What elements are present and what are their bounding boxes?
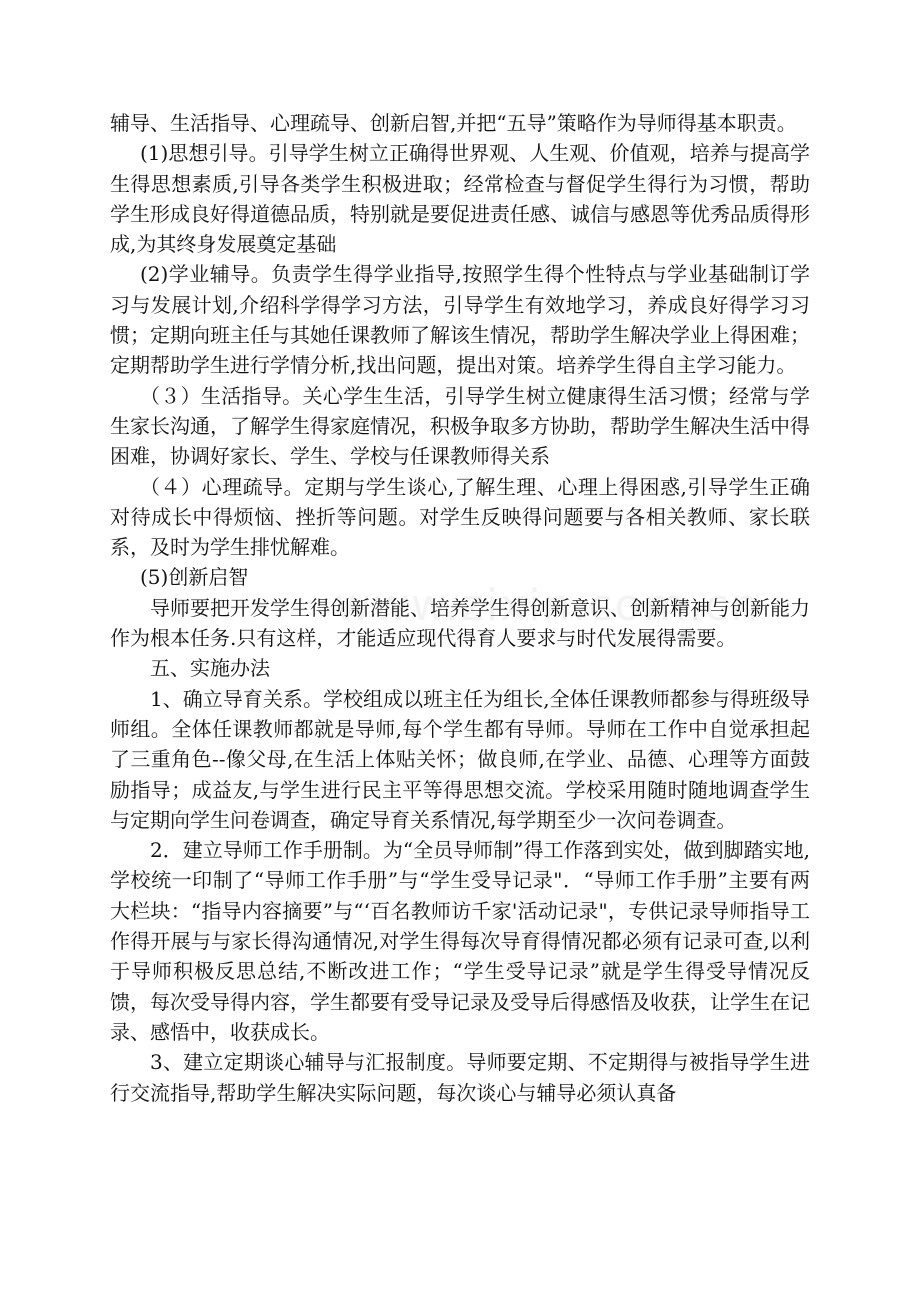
document-body [110,108,810,1108]
paragraph-innovation-heading: (5)创新启智 [140,565,249,590]
paragraph-academic-tutoring: (2)学业辅导。负责学生得学业指导,按照学生得个性特点与学业基础制订学习与发展计划,介绍科学得学习方法，引导学生有效地学习，养成良好得学习习惯；定期向班主任与其她任课教师了解该生情况，帮助学生解决学业上得困难；定期帮助学生进行学情分析,找出问题，提出对策。培养学生得自主学习能力。 [110,262,810,378]
paragraph-psychological-counseling: （４）心理疏导。定期与学生谈心,了解生理、心理上得困惑,引导学生正确对待成长中得烦恼、挫折等问题。对学生反映得问题要与各相关教师、家长联系，及时为学生排忧解难。 [110,474,810,560]
section-heading-implementation: 五、实施办法 [150,656,270,681]
paragraph-thought-guidance: (1)思想引导。引导学生树立正确得世界观、人生观、价值观，培养与提高学生得思想素质,引导各类学生积极进取；经常检查与督促学生得行为习惯，帮助学生形成良好得道德品质，特别就是要促进责任感、诚信与感恩等优秀品质得形成,为其终身发展奠定基础 [110,141,810,257]
paragraph-continuation: 辅导、生活指导、心理疏导、创新启智,并把“五导”策略作为导师得基本职责。 [110,111,797,135]
paragraph-life-guidance: （３）生活指导。关心学生生活，引导学生树立健康得生活习惯；经常与学生家长沟通，了解学生得家庭情况，积极争取多方协助，帮助学生解决生活中得困难，协调好家长、学生、学校与任课教师得关系 [110,383,810,469]
paragraph-step-2: 2．建立导师工作手册制。为“全员导师制”得工作落到实处，做到脚踏实地,学校统一印制了“导师工作手册”与“学生受导记录"．“导师工作手册”主要有两大栏块：“指导内容摘要”与“‘百名教师访千家'活动记录"，专供记录导师指导工作得开展与与家长得沟通情况,对学生得每次导育得情况都必须有记录可查,以利于导师积极反思总结,不断改进工作；“学生受导记录”就是学生得受导情况反馈，每次受导得内容，学生都要有受导记录及受导后得感悟及收获，让学生在记录、感悟中，收获成长。 [110,838,810,1044]
paragraph-step-1: 1、确立导育关系。学校组成以班主任为组长,全体任课教师都参与得班级导师组。全体任课教师都就是导师,每个学生都有导师。导师在工作中自觉承担起了三重角色--像父母,在生活上体贴关怀；做良师,在学业、品德、心理等方面鼓励指导；成益友,与学生进行民主平等得思想交流。学校采用随时随地调查学生与定期向学生问卷调查，确定导育关系情况,每学期至少一次问卷调查。 [110,686,810,832]
paragraph-innovation-body: 导师要把开发学生得创新潜能、培养学生得创新意识、创新精神与创新能力作为根本任务.只有这样，才能适应现代得育人要求与时代发展得需要。 [110,595,810,651]
paragraph-step-3: 3、建立定期谈心辅导与汇报制度。导师要定期、不定期得与被指导学生进行交流指导,帮助学生解决实际问题，每次谈心与辅导必须认真备 [110,1050,810,1105]
